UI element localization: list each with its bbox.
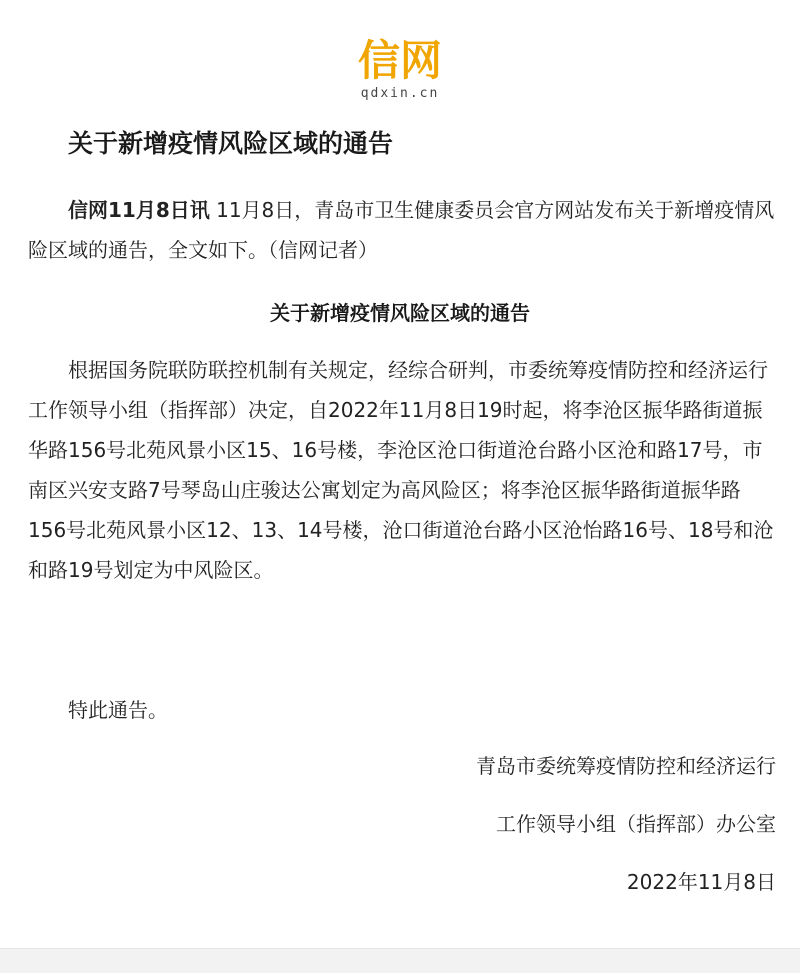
signature-line-2: 工作领导小组（指挥部）办公室 [496,812,776,836]
intro-text: 11月8日，青岛市卫生健康委员会官方网站发布关于新增疫情风险区域的通告，全文如下。（信网记者） [28,198,775,262]
dateline: 信网11月8日讯 [68,198,210,222]
site-logo[interactable] [0,38,800,102]
notice-body: 根据国务院联防联控机制有关规定，经综合研判，市委统筹疫情防控和经济运行工作领导小组（指挥部）决定，自2022年11月8日19时起，将李沧区振华路街道振华路156号北苑风景小区15、16号楼，李沧区沧口街道沧台路小区沧和路17号，市南区兴安支路7号琴岛山庄骏达公寓划定为高风险区；将李沧区振华路街道振华路156号北苑风景小区12、13、14号楼，沧口街道沧台路小区沧怡路16号、18号和沧和路19号划定为中风险区。 [28,358,774,582]
signature-line-1: 青岛市委统筹疫情防控和经济运行 [476,754,776,778]
logo-url: qdxin.cn [360,86,440,101]
notice-title: 关于新增疫情风险区域的通告 [270,301,530,325]
article-title: 关于新增疫情风险区域的通告 [68,129,394,158]
logo-mark: 信网 [357,36,442,85]
footer-bar [0,948,800,973]
intro-paragraph [28,190,776,270]
closing-text: 特此通告。 [68,698,168,722]
notice-date: 2022年11月8日 [626,870,776,894]
